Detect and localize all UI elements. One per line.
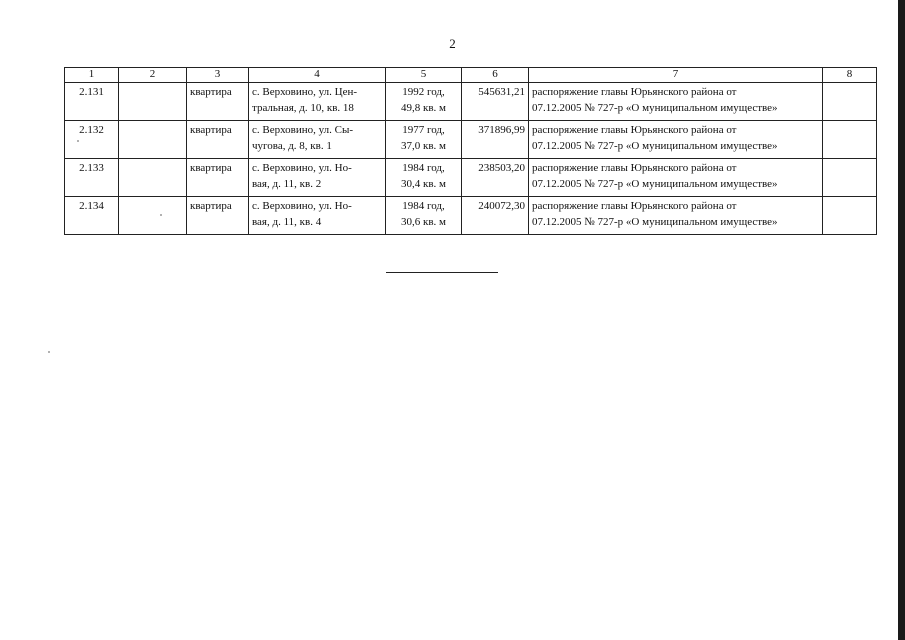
year-text: 1992 год, [402, 86, 445, 98]
year-text: 1984 год, [402, 162, 445, 174]
year-text: 1977 год, [402, 124, 445, 136]
document-line: распоряжение главы Юрьянского района от [532, 162, 737, 174]
column-header: 1 [65, 68, 119, 83]
year-area-cell [386, 83, 462, 121]
property-type-cell: квартира [187, 197, 249, 235]
year-area-cell [386, 197, 462, 235]
scan-edge-border [898, 0, 905, 640]
value-cell: 238503,20 [462, 159, 529, 197]
area-text: 30,4 кв. м [401, 178, 446, 190]
empty-cell [119, 121, 187, 159]
document-line: 07.12.2005 № 727-р «О муниципальном имуществе» [532, 102, 778, 114]
address-cell [249, 83, 386, 121]
document-line: распоряжение главы Юрьянского района от [532, 200, 737, 212]
address-line: вая, д. 11, кв. 2 [252, 178, 322, 190]
document-line: 07.12.2005 № 727-р «О муниципальном имуществе» [532, 216, 778, 228]
end-separator-line [386, 272, 498, 273]
address-line: с. Верховино, ул. Цен- [252, 86, 358, 98]
basis-document-cell [529, 159, 823, 197]
property-type-cell: квартира [187, 159, 249, 197]
value-cell: 545631,21 [462, 83, 529, 121]
basis-document-cell [529, 121, 823, 159]
address-line: с. Верховино, ул. Но- [252, 200, 352, 212]
column-header: 7 [529, 68, 823, 83]
page-number: 2 [449, 36, 456, 51]
empty-cell [823, 159, 877, 197]
basis-document-cell [529, 83, 823, 121]
property-type-cell: квартира [187, 121, 249, 159]
column-header: 8 [823, 68, 877, 83]
table-row [65, 83, 877, 121]
column-header: 6 [462, 68, 529, 83]
address-cell [249, 121, 386, 159]
address-line: чугова, д. 8, кв. 1 [252, 140, 332, 152]
area-text: 30,6 кв. м [401, 216, 446, 228]
basis-document-cell [529, 197, 823, 235]
table-header-row [65, 68, 877, 83]
document-line: распоряжение главы Юрьянского района от [532, 86, 737, 98]
area-text: 49,8 кв. м [401, 102, 446, 114]
column-header: 2 [119, 68, 187, 83]
value-cell: 240072,30 [462, 197, 529, 235]
scan-speck [160, 214, 162, 216]
row-number-cell: 2.132 [65, 121, 119, 159]
table-row [65, 121, 877, 159]
year-text: 1984 год, [402, 200, 445, 212]
document-line: 07.12.2005 № 727-р «О муниципальном имуществе» [532, 178, 778, 190]
value-cell: 371896,99 [462, 121, 529, 159]
table-row [65, 197, 877, 235]
address-cell [249, 197, 386, 235]
row-number-cell: 2.131 [65, 83, 119, 121]
area-text: 37,0 кв. м [401, 140, 446, 152]
document-line: распоряжение главы Юрьянского района от [532, 124, 737, 136]
empty-cell [119, 159, 187, 197]
address-line: с. Верховино, ул. Сы- [252, 124, 354, 136]
empty-cell [823, 83, 877, 121]
column-header: 4 [249, 68, 386, 83]
address-line: вая, д. 11, кв. 4 [252, 216, 322, 228]
year-area-cell [386, 159, 462, 197]
property-type-cell: квартира [187, 83, 249, 121]
empty-cell [823, 197, 877, 235]
table-row [65, 159, 877, 197]
address-line: тральная, д. 10, кв. 18 [252, 102, 354, 114]
year-area-cell [386, 121, 462, 159]
row-number-cell: 2.134 [65, 197, 119, 235]
empty-cell [823, 121, 877, 159]
property-registry-table [64, 67, 877, 235]
address-line: с. Верховино, ул. Но- [252, 162, 352, 174]
column-header: 5 [386, 68, 462, 83]
document-line: 07.12.2005 № 727-р «О муниципальном имуществе» [532, 140, 778, 152]
address-cell [249, 159, 386, 197]
row-number-cell: 2.133 [65, 159, 119, 197]
column-header: 3 [187, 68, 249, 83]
empty-cell [119, 197, 187, 235]
empty-cell [119, 83, 187, 121]
scan-speck [48, 351, 50, 353]
scan-speck [77, 140, 79, 142]
